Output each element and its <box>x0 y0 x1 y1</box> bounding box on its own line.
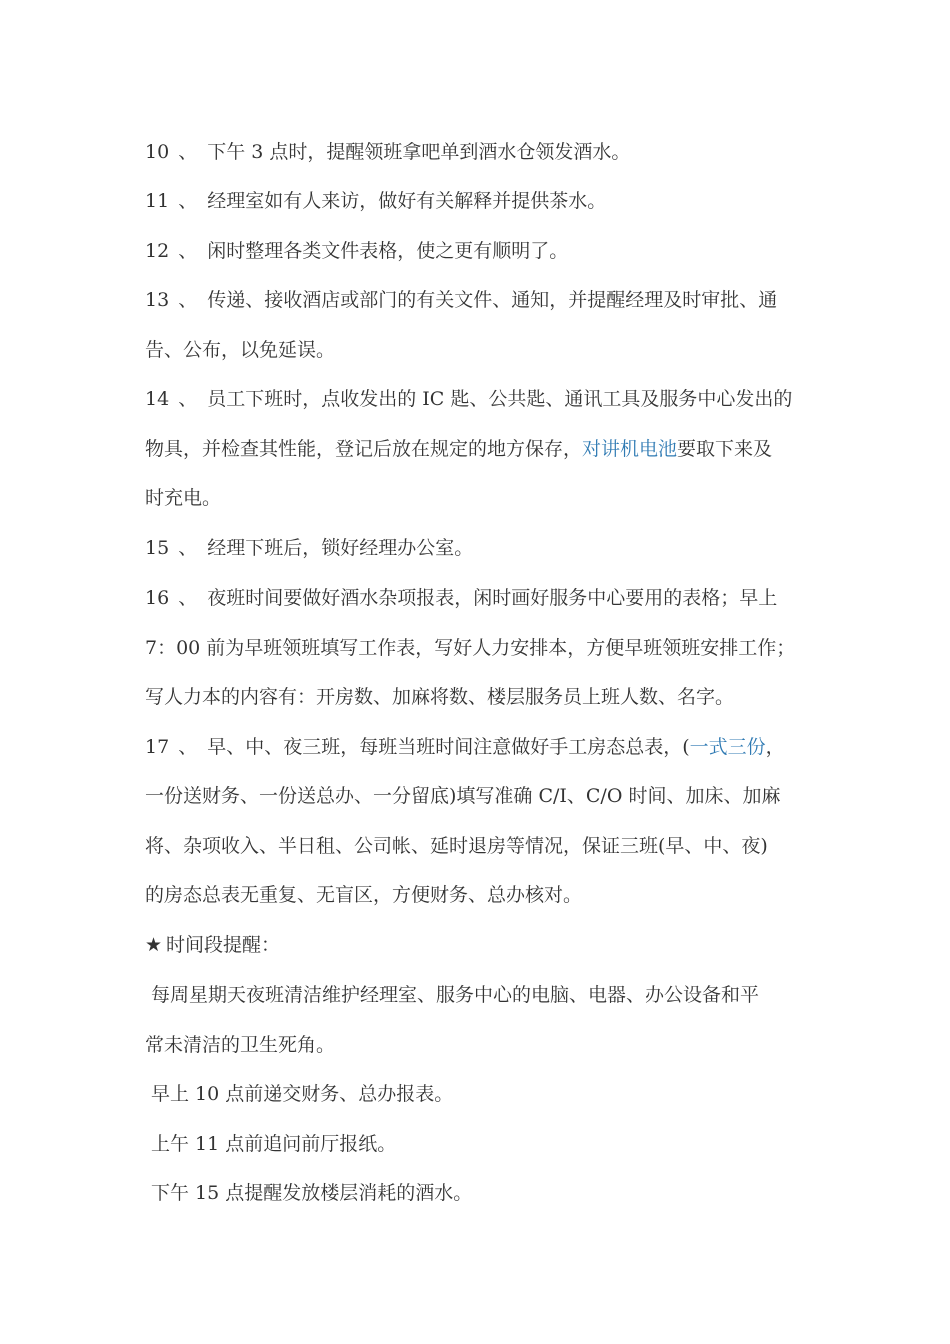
item-number: 13 <box>145 289 170 311</box>
item-12 <box>145 239 568 263</box>
star-icon: ★ <box>145 934 163 956</box>
item-text: 要取下来及 <box>677 438 773 460</box>
reminder-text: 下午 15 点提醒发放楼层消耗的酒水。 <box>151 1182 473 1204</box>
item-text: 经理室如有人来访，做好有关解释并提供茶水。 <box>207 190 607 212</box>
reminder-line-2 <box>145 1082 453 1106</box>
item-text: 7：00 前为早班领班填写工作表，写好人力安排本，方便早班领班安排工作； <box>145 637 796 659</box>
item-text: 将、杂项收入、半日租、公司帐、延时退房等情况，保证三班(早、中、夜) <box>145 835 768 857</box>
item-text: 下午 3 点时，提醒领班拿吧单到酒水仓领发酒水。 <box>207 141 631 163</box>
item-number: 15 <box>145 537 170 559</box>
item-number: 14 <box>145 388 170 410</box>
item-16 <box>145 586 777 610</box>
item-separator: 、 <box>178 240 198 262</box>
reminder-heading <box>145 933 280 957</box>
item-13 <box>145 288 777 312</box>
item-16-continued-2 <box>145 685 734 709</box>
item-number: 16 <box>145 587 170 609</box>
item-17-continued <box>145 784 780 808</box>
item-separator: 、 <box>178 736 198 758</box>
item-number: 10 <box>145 141 170 163</box>
item-text: 的房态总表无重复、无盲区，方便财务、总办核对。 <box>145 884 583 906</box>
reminder-text: 上午 11 点前追问前厅报纸。 <box>151 1133 397 1155</box>
item-separator: 、 <box>178 537 198 559</box>
item-separator: 、 <box>178 388 198 410</box>
item-number: 11 <box>145 190 170 212</box>
item-13-continued <box>145 338 335 362</box>
reminder-line-1-continued <box>145 1033 335 1057</box>
item-text: 告、公布，以免延误。 <box>145 339 336 361</box>
item-text: 时充电。 <box>145 487 222 509</box>
item-16-continued <box>145 636 795 660</box>
item-separator: 、 <box>178 587 198 609</box>
item-14 <box>145 387 792 411</box>
walkie-talkie-battery-link[interactable]: 对讲机电池 <box>582 438 678 460</box>
reminder-text: 早上 10 点前递交财务、总办报表。 <box>151 1083 454 1105</box>
item-text: 早、中、夜三班，每班当班时间注意做好手工房态总表，( <box>207 736 690 758</box>
item-separator: 、 <box>178 190 198 212</box>
item-17 <box>145 735 785 759</box>
reminder-line-3 <box>145 1132 396 1156</box>
item-separator: 、 <box>178 141 198 163</box>
item-text: 闲时整理各类文件表格，使之更有顺明了。 <box>207 240 569 262</box>
reminder-heading-text: 时间段提醒： <box>166 934 281 956</box>
item-text: 经理下班后，锁好经理办公室。 <box>207 537 474 559</box>
item-15 <box>145 536 473 560</box>
item-14-continued-2 <box>145 486 221 510</box>
item-text: 传递、接收酒店或部门的有关文件、通知，并提醒经理及时审批、通 <box>207 289 778 311</box>
item-text: 员工下班时，点收发出的 IC 匙、公共匙、通讯工具及服务中心发出的 <box>207 388 793 410</box>
reminder-line-1 <box>145 983 759 1007</box>
item-text: ， <box>765 736 785 758</box>
item-text: 夜班时间要做好酒水杂项报表，闲时画好服务中心要用的表格；早上 <box>207 587 778 609</box>
item-number: 12 <box>145 240 170 262</box>
item-text: 物具，并检查其性能，登记后放在规定的地方保存， <box>145 438 583 460</box>
reminder-line-4 <box>145 1181 472 1205</box>
item-text: 写人力本的内容有：开房数、加麻将数、楼层服务员上班人数、名字。 <box>145 686 735 708</box>
item-11 <box>145 189 606 213</box>
item-17-continued-3 <box>145 883 582 907</box>
three-copies-link[interactable]: 一式三份 <box>689 736 766 758</box>
item-17-continued-2 <box>145 834 768 858</box>
reminder-text: 常未清洁的卫生死角。 <box>145 1034 336 1056</box>
reminder-text: 每周星期天夜班清洁维护经理室、服务中心的电脑、电器、办公设备和平 <box>151 984 760 1006</box>
item-14-continued <box>145 437 772 461</box>
item-text: 一份送财务、一份送总办、一分留底)填写准确 C/I、C/O 时间、加床、加麻 <box>145 785 781 807</box>
item-10 <box>145 140 630 164</box>
item-number: 17 <box>145 736 170 758</box>
item-separator: 、 <box>178 289 198 311</box>
